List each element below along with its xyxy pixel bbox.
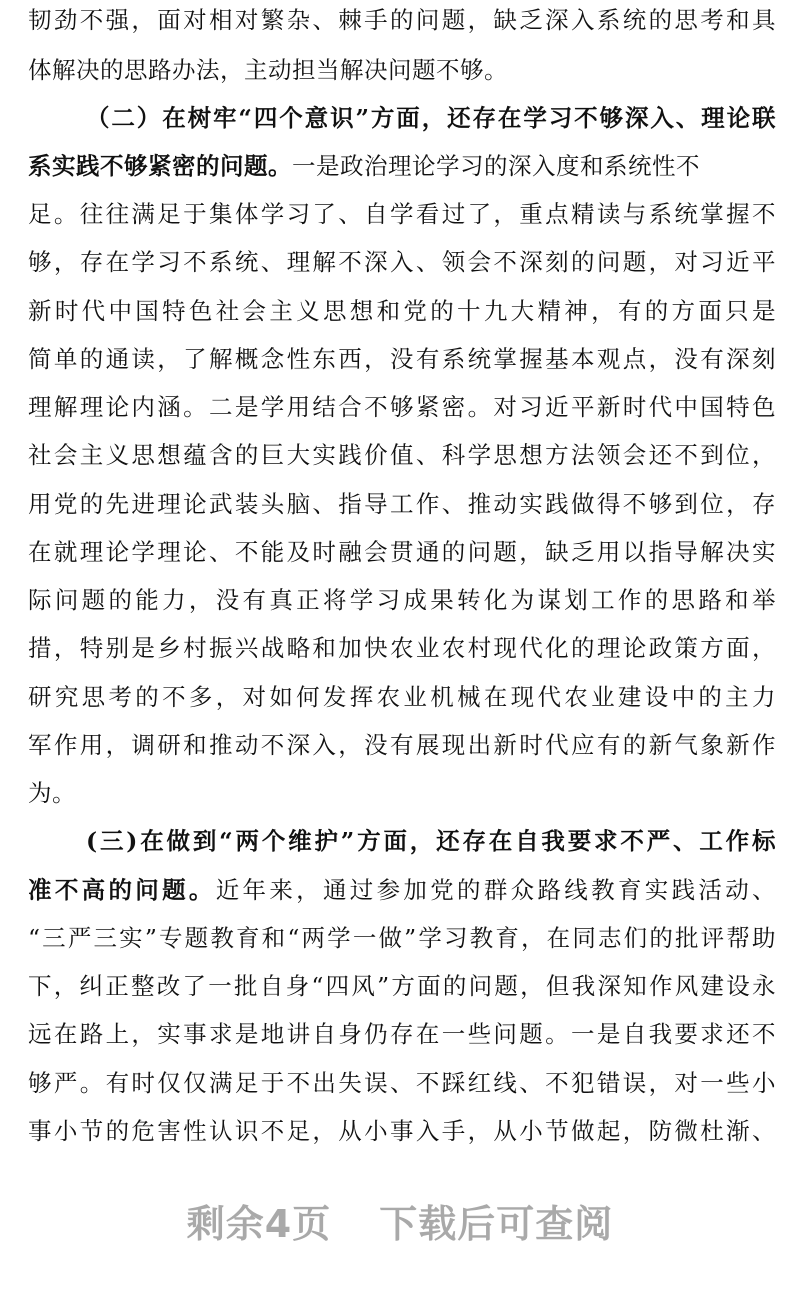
text-line: 新时代中国特色社会主义思想和党的十九大精神，有的方面只是 bbox=[28, 297, 776, 325]
text-line: 社会主义思想蕴含的巨大实践价值、科学思想方法领会还不到位， bbox=[28, 441, 776, 469]
text-line: 军作用，调研和推动不深入，没有展现出新时代应有的新气象新作 bbox=[28, 731, 776, 759]
text-line: 研究思考的不多，对如何发挥农业机械在现代农业建设中的主力 bbox=[28, 683, 776, 711]
section-heading-cont: 系实践不够紧密的问题。 bbox=[28, 152, 292, 180]
text-line: 在就理论学理论、不能及时融会贯通的问题，缺乏用以指导解决实 bbox=[28, 538, 776, 566]
text-line: 远在路上，实事求是地讲自身仍存在一些问题。一是自我要求还不 bbox=[28, 1020, 776, 1048]
text-line: 韧劲不强，面对相对繁杂、棘手的问题，缺乏深入系统的思考和具 bbox=[28, 6, 776, 34]
section-heading: (三)在做到“两个维护”方面，还存在自我要求不严、工作标 bbox=[86, 827, 776, 855]
text-line: 简单的通读，了解概念性东西，没有系统掌握基本观点，没有深刻 bbox=[28, 345, 776, 373]
text-line: 理解理论内涵。二是学用结合不够紧密。对习近平新时代中国特色 bbox=[28, 393, 776, 421]
text-run: 一是政治理论学习的深入度和系统性不 bbox=[292, 152, 700, 180]
text-line: 为。 bbox=[28, 779, 76, 807]
text-line: 事小节的危害性认识不足，从小事入手，从小节做起，防微杜渐、 bbox=[28, 1117, 776, 1145]
text-line: “三严三实”专题教育和“两学一做”学习教育，在同志们的批评帮助 bbox=[28, 924, 776, 952]
remaining-pages-text: 剩余4页 bbox=[186, 1202, 332, 1246]
text-line: 够严。有时仅仅满足于不出失误、不踩红线、不犯错误，对一些小 bbox=[28, 1069, 776, 1097]
section-heading: （二）在树牢“四个意识”方面，还存在学习不够深入、理论联 bbox=[86, 104, 776, 132]
text-line: 用党的先进理论武装头脑、指导工作、推动实践做得不够到位，存 bbox=[28, 490, 776, 518]
download-to-view-text: 下载后可查阅 bbox=[379, 1202, 614, 1246]
text-line bbox=[28, 870, 776, 910]
text-line: 措，特别是乡村振兴战略和加快农业农村现代化的理论政策方面， bbox=[28, 634, 776, 662]
text-line: 际问题的能力，没有真正将学习成果转化为谋划工作的思路和举 bbox=[28, 586, 776, 614]
text-line bbox=[28, 146, 776, 186]
text-line: 够，存在学习不系统、理解不深入、领会不深刻的问题，对习近平 bbox=[28, 248, 776, 276]
text-run: 近年来，通过参加党的群众路线教育实践活动、 bbox=[215, 876, 777, 904]
section-heading-cont: 准不高的问题。 bbox=[28, 876, 216, 904]
text-line: 体解决的思路办法，主动担当解决问题不够。 bbox=[28, 56, 508, 84]
remaining-pages-banner bbox=[0, 1196, 800, 1252]
text-line: 下，纠正整改了一批自身“四风”方面的问题，但我深知作风建设永 bbox=[28, 972, 776, 1000]
text-line: 足。往往满足于集体学习了、自学看过了，重点精读与系统掌握不 bbox=[28, 200, 776, 228]
